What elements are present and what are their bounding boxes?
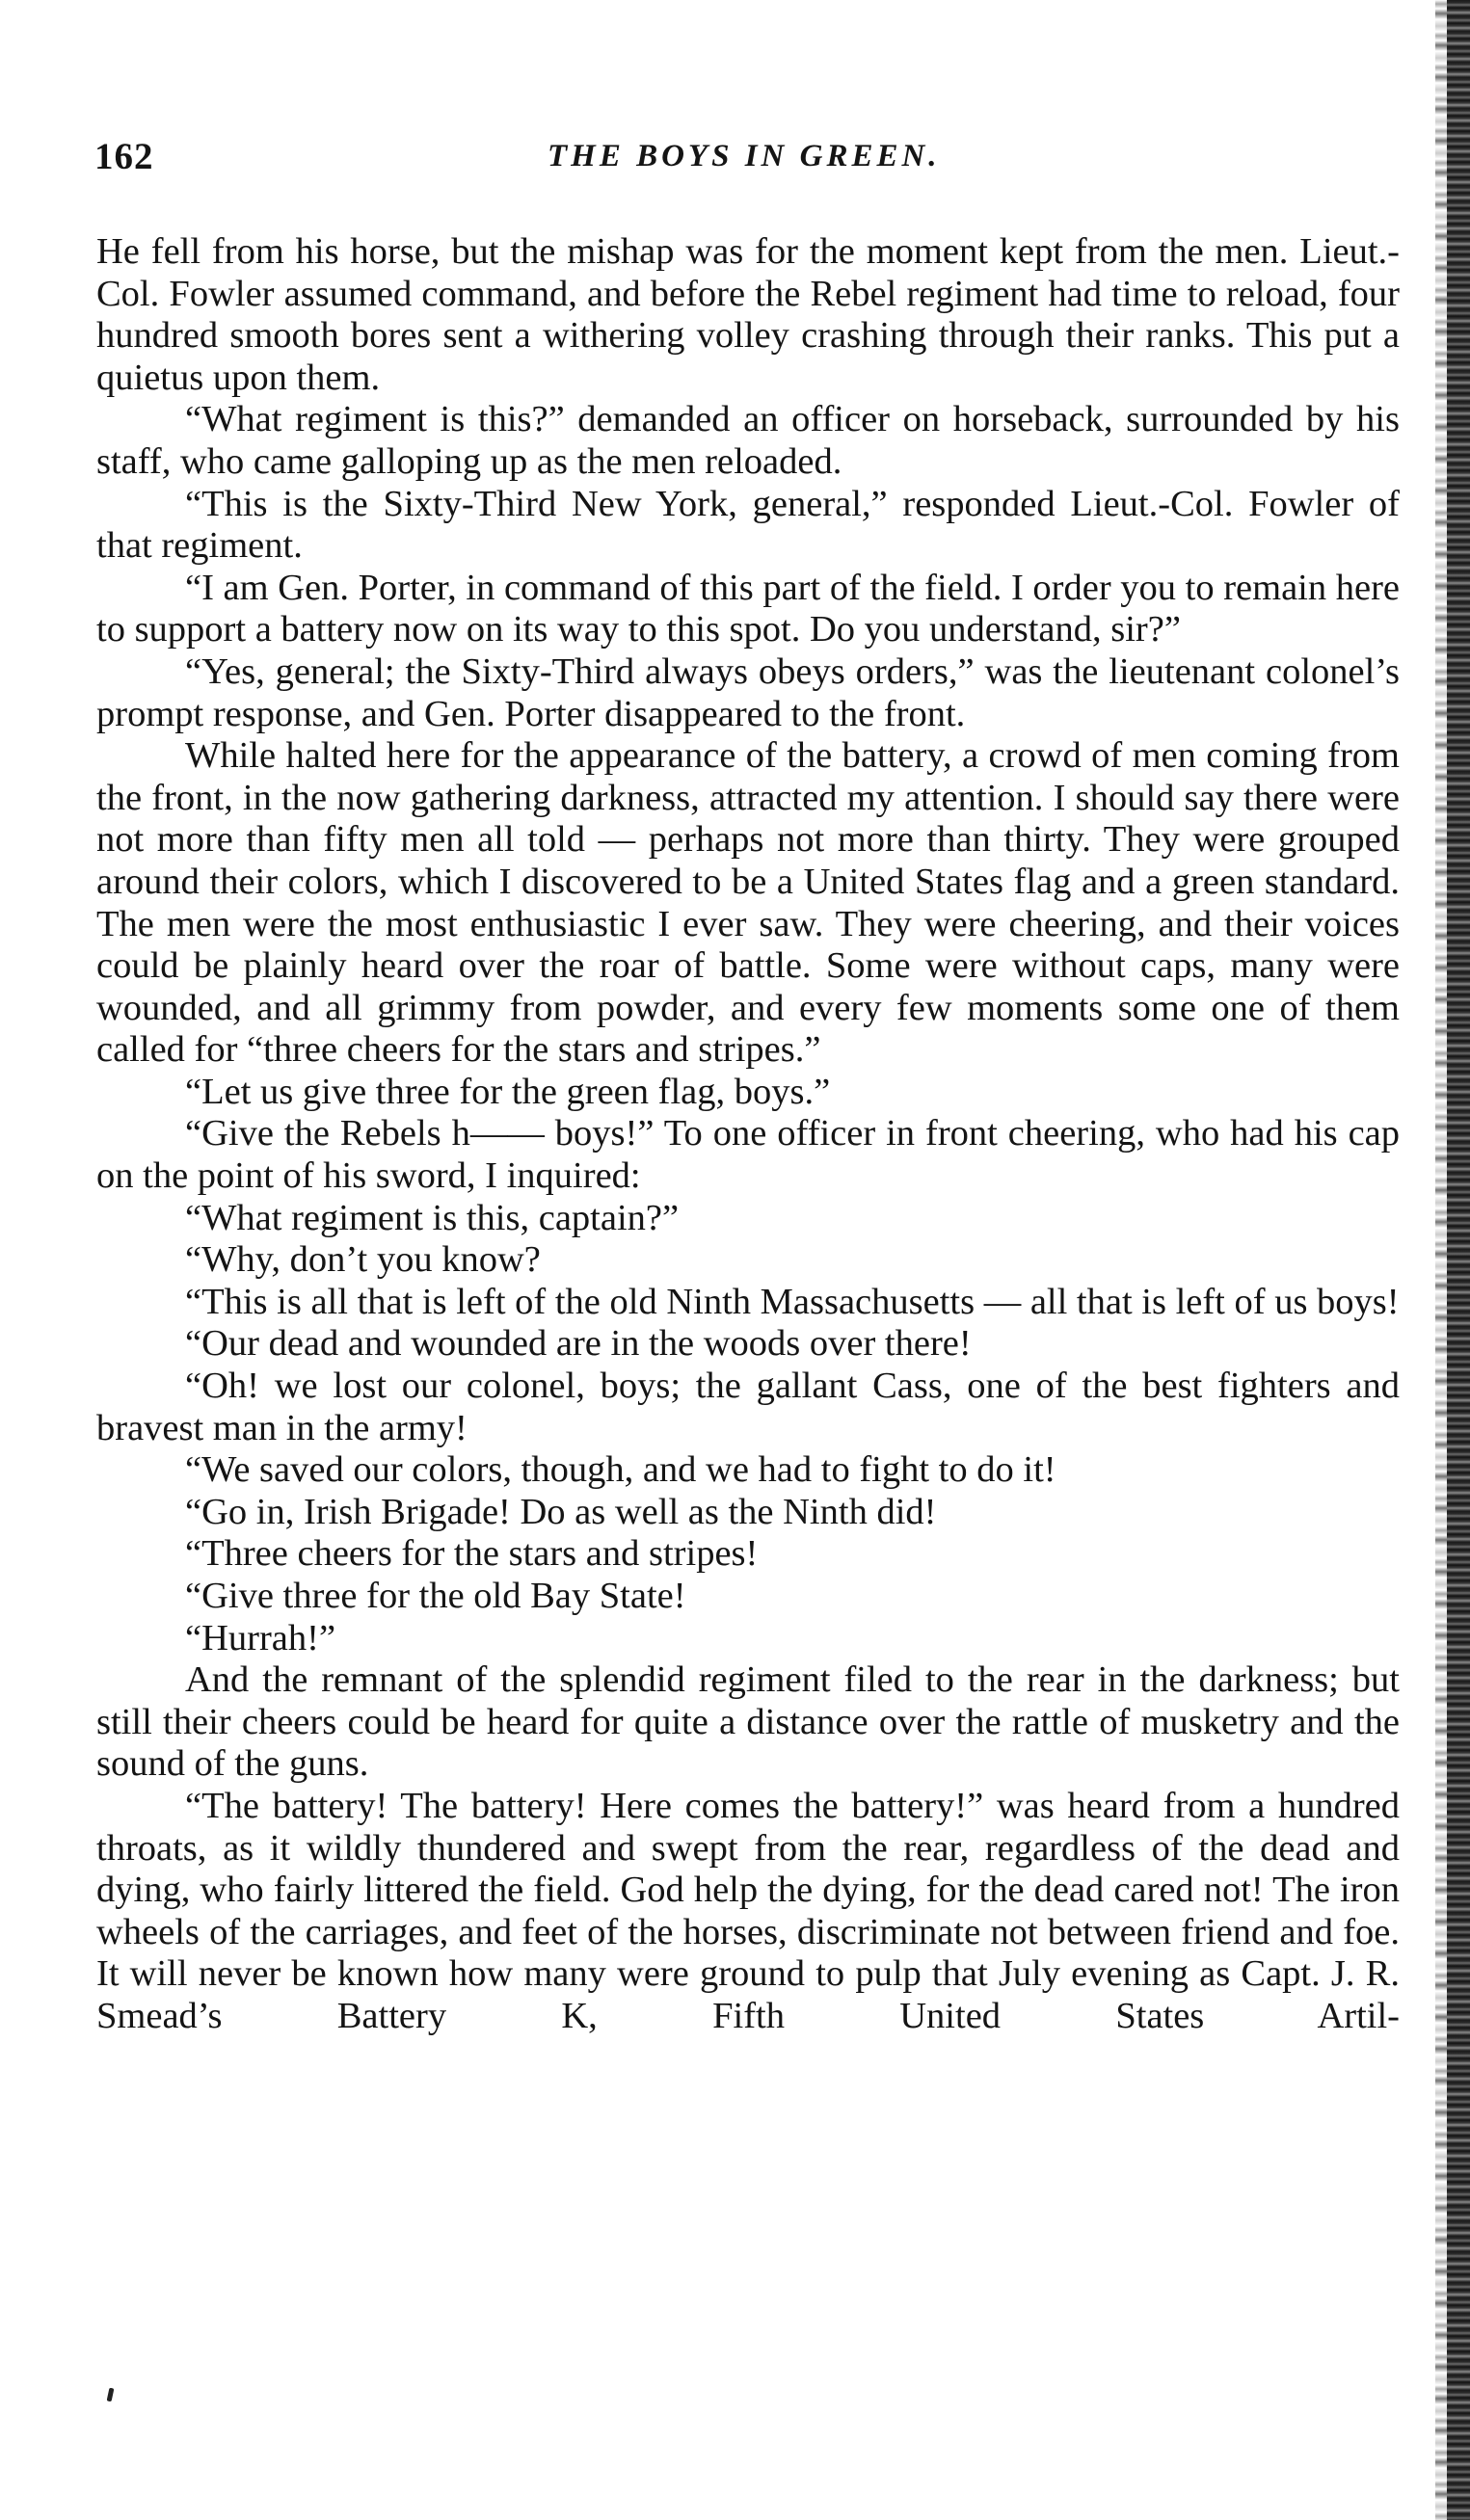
paragraph: “The battery! The battery! Here comes the battery!” was heard from a hundred throats, as it wildly thundered and swept from the rear, regardless of the dead and dying, who fairly littered the field. God help the dying, for the dead cared not! The iron wheels of the carriages, and feet of the horses, discriminate not between friend and foe. It will never be known how many were ground to pulp that July evening as Capt. J. R. Smead’s Battery K, Fifth United States Artil-: [96, 1785, 1400, 2036]
page-header: [94, 135, 1405, 193]
paragraph: “This is all that is left of the old Ninth Massachusetts — all that is left of us boys!: [185, 1281, 1400, 1322]
paragraph: “Let us give three for the green flag, boys.”: [185, 1071, 831, 1112]
paragraph: “Yes, general; the Sixty-Third always obeys orders,” was the lieutenant colonel’s prompt response, and Gen. Porter disappeared to the front.: [96, 650, 1400, 734]
paragraph: “I am Gen. Porter, in command of this part of the field. I order you to remain here to support a battery now on its way to this spot. Do you understand, sir?”: [96, 567, 1400, 650]
paragraph: He fell from his horse, but the mishap was for the moment kept from the men. Lieut.-Col. Fowler assumed command, and before the Rebel regiment had time to reload, four hundred smooth bores sent a withering volley crashing through their ranks. This put a quietus upon them.: [96, 231, 1400, 398]
paragraph: While halted here for the appearance of the battery, a crowd of men coming from the front, in the now gathering darkness, attracted my attention. I should say there were not more than fifty men all told — perhaps not more than thirty. They were grouped around their colors, which I discovered to be a United States flag and a green standard. The men were the most enthusiastic I ever saw. They were cheering, and their voices could be plainly heard over the roar of battle. Some were without caps, many were wounded, and all grimmy from powder, and every few moments some one of them called for “three cheers for the stars and stripes.”: [96, 735, 1400, 1071]
paragraph: “Go in, Irish Brigade! Do as well as the Ninth did!: [185, 1491, 937, 1532]
ink-speck: [107, 2388, 115, 2402]
body-text: [96, 231, 1400, 2038]
page-number: 162: [94, 136, 154, 177]
running-head: THE BOYS IN GREEN.: [548, 139, 941, 173]
paragraph: “Give three for the old Bay State!: [185, 1576, 686, 1616]
paragraph: “Hurrah!”: [185, 1617, 336, 1658]
page-binding-edge: [1447, 0, 1470, 2520]
paragraph: “Why, don’t you know?: [185, 1239, 541, 1281]
paragraph: “What regiment is this?” demanded an officer on horseback, surrounded by his staff, who came galloping up as the men reloaded.: [96, 399, 1400, 482]
paragraph: “Oh! we lost our colonel, boys; the gallant Cass, one of the best fighters and bravest man in the army!: [96, 1366, 1400, 1448]
paragraph: “Three cheers for the stars and stripes!: [185, 1533, 759, 1575]
paragraph: And the remnant of the splendid regiment filed to the rear in the darkness; but still their cheers could be heard for quite a distance over the rattle of musketry and the sound of the guns.: [96, 1659, 1400, 1785]
paragraph: “This is the Sixty-Third New York, general,” responded Lieut.-Col. Fowler of that regiment.: [96, 483, 1400, 567]
paragraph: “We saved our colors, though, and we had to fight to do it!: [185, 1449, 1056, 1491]
paragraph: “Give the Rebels h—— boys!” To one officer in front cheering, who had his cap on the point of his sword, I inquired:: [96, 1113, 1400, 1197]
paragraph: “Our dead and wounded are in the woods over there!: [185, 1323, 972, 1365]
binding-shadow: [1435, 0, 1447, 2520]
paragraph: “What regiment is this, captain?”: [185, 1197, 680, 1238]
